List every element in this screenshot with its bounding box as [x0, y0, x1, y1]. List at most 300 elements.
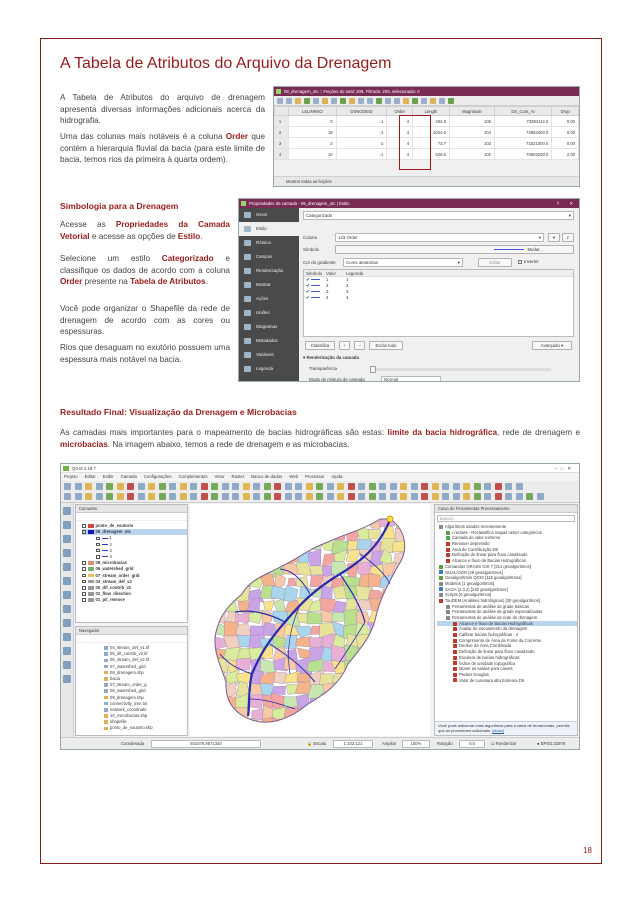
- cell[interactable]: 2: [289, 138, 337, 149]
- magnifier-field[interactable]: 100%: [402, 740, 430, 748]
- scale-label-group: 🔒 Escala: [307, 741, 326, 746]
- cell[interactable]: 102: [449, 149, 494, 160]
- microbasin-cell: [249, 525, 262, 540]
- add-category-button[interactable]: +: [339, 341, 350, 350]
- add-spatialite-icon[interactable]: [63, 605, 71, 613]
- add-raster-icon[interactable]: [63, 521, 71, 529]
- toolbar-button-icon[interactable]: [337, 493, 344, 500]
- sidebar-item-variables[interactable]: Variáveis: [239, 348, 299, 362]
- menu-raster[interactable]: Raster: [231, 474, 245, 479]
- toolbar-button-icon[interactable]: [64, 483, 71, 490]
- toolbar-button-icon[interactable]: [400, 493, 407, 500]
- microbasin-cell: [271, 686, 285, 695]
- menu-view[interactable]: Exibir: [102, 474, 114, 479]
- layer-rendering-section[interactable]: ▾ Renderização da camada: [303, 355, 359, 360]
- column-select[interactable]: [335, 233, 544, 242]
- toolbar-button-icon[interactable]: [463, 483, 470, 490]
- renderer-select[interactable]: [303, 211, 574, 220]
- row-number[interactable]: 1: [275, 116, 289, 127]
- toolbar-button-icon[interactable]: [442, 493, 449, 500]
- toolbar-button-icon[interactable]: [516, 483, 523, 490]
- toolbar-button-icon[interactable]: [264, 493, 271, 500]
- layer-checkbox[interactable]: [82, 530, 86, 534]
- add-wms-icon[interactable]: [63, 549, 71, 557]
- microbasin-cell: [284, 707, 298, 723]
- toolbox-footer-link[interactable]: [close]: [492, 728, 504, 733]
- column-header[interactable]: Length: [413, 107, 450, 116]
- toolbar-button-icon[interactable]: [327, 483, 334, 490]
- toolbar-button-icon[interactable]: [505, 483, 512, 490]
- result-text: . Na imagem abaixo, temos a rede de drenagem e as microbacias.: [107, 439, 350, 449]
- toolbar-button-icon[interactable]: [274, 483, 281, 490]
- microbasin-cell: [211, 659, 228, 673]
- menu-edit[interactable]: Editar: [84, 474, 96, 479]
- toolbar-button-icon[interactable]: [379, 483, 386, 490]
- toolbar-button-icon[interactable]: [85, 493, 92, 500]
- zoom-icon[interactable]: [412, 98, 418, 104]
- toolbar-button-icon[interactable]: [421, 483, 428, 490]
- remove-category-button[interactable]: −: [354, 341, 365, 350]
- toolbar-button-icon[interactable]: [537, 493, 544, 500]
- toolbar-button-icon[interactable]: [159, 493, 166, 500]
- toolbar-button-icon[interactable]: [516, 493, 523, 500]
- cell[interactable]: 528.6: [413, 149, 450, 160]
- invert-checkbox[interactable]: [518, 259, 539, 264]
- expression-icon[interactable]: [349, 98, 355, 104]
- filter-icon[interactable]: [385, 98, 391, 104]
- new-layer-icon[interactable]: [63, 661, 71, 669]
- pan-icon[interactable]: [403, 98, 409, 104]
- toolbar-button-icon[interactable]: [138, 483, 145, 490]
- symbology-paragraph-2: [60, 253, 230, 288]
- toolbar-button-icon[interactable]: [96, 493, 103, 500]
- toolbar-button-icon[interactable]: [400, 483, 407, 490]
- toolbar-button-icon[interactable]: [390, 483, 397, 490]
- toolbar-button-icon[interactable]: [180, 483, 187, 490]
- render-checkbox[interactable]: ☑ Renderizar: [491, 741, 517, 746]
- column-header[interactable]: DSNODEID: [336, 107, 387, 116]
- style-panel: [301, 211, 576, 381]
- microbasin-cell: [236, 514, 253, 528]
- toolbar-button-icon[interactable]: [432, 493, 439, 500]
- cell[interactable]: 73.7: [413, 138, 450, 149]
- scale-field[interactable]: 1:102.121: [333, 740, 373, 748]
- microbasin-cell: [345, 695, 359, 710]
- layer-item[interactable]: [82, 597, 187, 603]
- microbasin-cell: [203, 623, 212, 637]
- sidebar-item-fields[interactable]: Campos: [239, 250, 299, 264]
- deselect-icon[interactable]: [376, 98, 382, 104]
- toolbar-button-icon[interactable]: [201, 483, 208, 490]
- sidebar-item-general[interactable]: Geral: [239, 208, 299, 222]
- microbasin-cell: [200, 526, 213, 539]
- cell[interactable]: -1: [336, 116, 387, 127]
- window-controls[interactable]: –□✕: [554, 466, 575, 471]
- toolbar-button-icon[interactable]: [169, 483, 176, 490]
- toolbar-button-icon[interactable]: [316, 483, 323, 490]
- toolbar-button-icon[interactable]: [222, 493, 229, 500]
- layer-checkbox[interactable]: [96, 537, 100, 541]
- toolbar-button-icon[interactable]: [442, 483, 449, 490]
- toolbar-button-icon[interactable]: [285, 493, 292, 500]
- sidebar-item-style[interactable]: Estilo: [239, 222, 299, 236]
- toolbar-button-icon[interactable]: [232, 483, 239, 490]
- toolbar-button-icon[interactable]: [243, 483, 250, 490]
- sym-highlight: Order: [60, 277, 83, 287]
- field-calculator-icon[interactable]: [439, 98, 445, 104]
- layer-checkbox[interactable]: [96, 549, 100, 553]
- rotation-field[interactable]: 0,0: [459, 740, 485, 748]
- advanced-button[interactable]: Avançado ▾: [532, 341, 572, 350]
- transparency-slider[interactable]: [371, 368, 551, 371]
- reload-icon[interactable]: [295, 98, 301, 104]
- toolbar-button-icon[interactable]: [337, 483, 344, 490]
- paste-icon[interactable]: [340, 98, 346, 104]
- toolbar-button-icon[interactable]: [358, 483, 365, 490]
- add-csv-icon[interactable]: [63, 563, 71, 571]
- cell[interactable]: -1: [336, 127, 387, 138]
- column-header[interactable]: Magnitude: [449, 107, 494, 116]
- sym-text: e classifique os dados de acordo com a coluna: [60, 254, 230, 275]
- menu-web[interactable]: Web: [289, 474, 299, 479]
- result-highlight: microbacias: [60, 439, 108, 449]
- cut-icon[interactable]: [322, 98, 328, 104]
- toolbar-button-icon[interactable]: [327, 493, 334, 500]
- toolbar-button-icon[interactable]: [180, 493, 187, 500]
- cell[interactable]: 0: [289, 116, 337, 127]
- cell[interactable]: 2.00: [552, 149, 579, 160]
- toolbar-button-icon[interactable]: [348, 483, 355, 490]
- delete-field-icon[interactable]: [430, 98, 436, 104]
- cell[interactable]: 0.00: [552, 116, 579, 127]
- toolbar-button-icon[interactable]: [285, 483, 292, 490]
- cell[interactable]: 104: [449, 127, 494, 138]
- row-number-header: [275, 107, 289, 116]
- sidebar-item-legend[interactable]: Legenda: [239, 362, 299, 376]
- add-vector-icon[interactable]: [63, 507, 71, 515]
- toolbar-button-icon[interactable]: [75, 493, 82, 500]
- cell[interactable]: 4: [387, 138, 413, 149]
- toolbar-button-icon[interactable]: [127, 483, 134, 490]
- microbasin-cell: [260, 514, 274, 530]
- cell[interactable]: 0.00: [552, 138, 579, 149]
- toolbar-button-icon[interactable]: [127, 493, 134, 500]
- toggle-edit-icon[interactable]: [277, 98, 283, 104]
- new-field-icon[interactable]: [421, 98, 427, 104]
- toolbar-button-icon[interactable]: [190, 483, 197, 490]
- toolbar-button-icon[interactable]: [306, 483, 313, 490]
- microbasin-cell: [417, 601, 430, 615]
- layer-name: ponto_de_exutorio: [95, 523, 134, 528]
- delete-icon[interactable]: [313, 98, 319, 104]
- toolbar-button-icon[interactable]: [369, 493, 376, 500]
- sidebar-item-joins[interactable]: Uniões: [239, 306, 299, 320]
- toolbar-button-icon[interactable]: [138, 493, 145, 500]
- microbasin-cell: [319, 722, 335, 731]
- blend-mode-label: Modo de mistura de camada: [309, 377, 365, 382]
- expression-button[interactable]: ε: [562, 233, 574, 242]
- cell[interactable]: 71521000.0: [495, 138, 552, 149]
- cell[interactable]: 70603200.0: [495, 149, 552, 160]
- toolbar-button-icon[interactable]: [348, 493, 355, 500]
- browser-list: [76, 643, 187, 732]
- toolbar-button-icon[interactable]: [253, 483, 260, 490]
- sym-highlight: Estilo: [177, 231, 201, 241]
- edit-ramp-button[interactable]: Editar: [478, 258, 512, 267]
- select-all-icon[interactable]: [358, 98, 364, 104]
- microbasin-cell: [392, 683, 407, 695]
- microbasin-cell: [407, 730, 418, 736]
- microbasin-cell: [272, 504, 288, 517]
- toolbar-button-icon[interactable]: [390, 493, 397, 500]
- column-header[interactable]: DS_Cont_Ar: [495, 107, 552, 116]
- column-dropdown-button[interactable]: ▾: [548, 233, 560, 242]
- toolbar-button-icon[interactable]: [96, 483, 103, 490]
- layer-checkbox[interactable]: [82, 561, 86, 565]
- toolbar-button-icon[interactable]: [148, 483, 155, 490]
- toolbar-button-icon[interactable]: [159, 483, 166, 490]
- cell[interactable]: 10: [289, 149, 337, 160]
- toolbar-button-icon[interactable]: [106, 493, 113, 500]
- toolbar-button-icon[interactable]: [264, 483, 271, 490]
- microbasin-cell: [253, 539, 261, 553]
- sidebar-item-diagrams[interactable]: Diagramas: [239, 320, 299, 334]
- toolbar-button-icon[interactable]: [463, 493, 470, 500]
- delete-all-button[interactable]: Exclui tudo: [369, 341, 403, 350]
- layer-checkbox[interactable]: [82, 524, 86, 528]
- transparency-label: Transparência: [309, 366, 337, 371]
- symbol-preview: [494, 249, 524, 250]
- toolbox-item-label: SAGA (2.3.2) [240 geoalgoritmos]: [445, 586, 508, 592]
- toolbar-button-icon[interactable]: [379, 493, 386, 500]
- toolbar-button-icon[interactable]: [232, 493, 239, 500]
- help-icon[interactable]: ?: [556, 201, 559, 206]
- microbasin-cell: [404, 718, 419, 733]
- toolbar-button-icon[interactable]: [274, 493, 281, 500]
- layer-name: 02_flow_direction: [95, 591, 131, 597]
- column-header[interactable]: LSLINKNO: [289, 107, 337, 116]
- add-db-icon[interactable]: [63, 535, 71, 543]
- toolbar-button-icon[interactable]: [474, 493, 481, 500]
- row-number[interactable]: 2: [275, 127, 289, 138]
- algorithm-icon: [453, 644, 457, 648]
- file-icon: [104, 652, 108, 656]
- toolbar-button-icon[interactable]: [369, 483, 376, 490]
- cell[interactable]: 105: [449, 116, 494, 127]
- microbasin-cell: [285, 717, 299, 734]
- sidebar-item-actions[interactable]: Ações: [239, 292, 299, 306]
- toolbar-button-icon[interactable]: [117, 493, 124, 500]
- slider-handle[interactable]: [370, 366, 376, 373]
- toolbar-button-icon[interactable]: [295, 483, 302, 490]
- layer-symbol-icon: [88, 574, 94, 578]
- blend-mode-select[interactable]: [381, 376, 441, 382]
- cell[interactable]: 1024.6: [413, 127, 450, 138]
- toolbar-button-icon[interactable]: [64, 493, 71, 500]
- add-wfs-icon[interactable]: [63, 577, 71, 585]
- algorithm-icon: [446, 553, 450, 557]
- show-all-features-button[interactable]: Mostrar todas as feições: [286, 179, 332, 184]
- menu-help[interactable]: Ajuda: [331, 474, 343, 479]
- category-value: 4: [326, 295, 329, 300]
- chevron-down-icon: ▾: [457, 260, 460, 265]
- file-icon: [104, 665, 108, 669]
- cell[interactable]: 4: [387, 149, 413, 160]
- toolbar-button-icon[interactable]: [316, 493, 323, 500]
- crs-label: EPSG:31979: [540, 741, 566, 746]
- toolbar-button-icon[interactable]: [474, 483, 481, 490]
- menu-processing[interactable]: Processar: [305, 474, 325, 479]
- cell[interactable]: 4: [387, 127, 413, 138]
- microbasin-cell: [310, 588, 322, 597]
- toolbar-button-icon[interactable]: [75, 483, 82, 490]
- cell[interactable]: 492.8: [413, 116, 450, 127]
- layer-checkbox[interactable]: [82, 592, 86, 596]
- toolbar-button-icon[interactable]: [201, 493, 208, 500]
- close-icon[interactable]: ✕: [569, 201, 573, 206]
- microbasin-cell: [225, 514, 239, 528]
- layer-checkbox[interactable]: [82, 586, 86, 590]
- color-ramp-select[interactable]: [343, 258, 463, 267]
- toolbar-button-icon[interactable]: [85, 483, 92, 490]
- microbasin-cell: [272, 731, 286, 736]
- toolbar-button-icon[interactable]: [505, 493, 512, 500]
- toolbar-button-icon[interactable]: [411, 483, 418, 490]
- browser-item-label: 07_stream_order_g: [110, 682, 147, 688]
- virtual-layer-icon[interactable]: [63, 675, 71, 683]
- conditional-format-icon[interactable]: [448, 98, 454, 104]
- toolbar-button-icon[interactable]: [453, 483, 460, 490]
- crs-button[interactable]: ● EPSG:31979: [537, 741, 566, 746]
- add-oracle-icon[interactable]: [63, 633, 71, 641]
- add-db2-icon[interactable]: [63, 647, 71, 655]
- toolbar-button-icon[interactable]: [411, 493, 418, 500]
- toolbar-button-icon[interactable]: [526, 493, 533, 500]
- row-number[interactable]: 3: [275, 138, 289, 149]
- sidebar-item-metadata[interactable]: Metadados: [239, 334, 299, 348]
- menu-project[interactable]: Projeto: [64, 474, 78, 479]
- toolbar-button-icon[interactable]: [306, 493, 313, 500]
- add-wcs-icon[interactable]: [63, 591, 71, 599]
- cell[interactable]: 19: [289, 127, 337, 138]
- move-top-icon[interactable]: [394, 98, 400, 104]
- microbasin-cell: [415, 719, 430, 735]
- menu-plugins[interactable]: Complementos: [178, 474, 208, 479]
- toolbar-button-icon[interactable]: [495, 483, 502, 490]
- layer-checkbox[interactable]: [82, 567, 86, 571]
- microbasin-cell: [271, 515, 285, 529]
- column-header[interactable]: Order: [387, 107, 413, 116]
- layer-checkbox[interactable]: [96, 555, 100, 559]
- copy-icon[interactable]: [331, 98, 337, 104]
- menu-layer[interactable]: Camada: [120, 474, 137, 479]
- toolbar-button-icon[interactable]: [169, 493, 176, 500]
- coordinate-field[interactable]: 501076,8671340: [151, 740, 261, 748]
- microbasin-cell: [295, 626, 313, 638]
- browser-item[interactable]: [104, 725, 187, 731]
- algorithm-icon: [446, 548, 450, 552]
- cell[interactable]: 73384112.0: [495, 116, 552, 127]
- microbasin-cell: [395, 646, 408, 659]
- toolbar-button-icon[interactable]: [253, 493, 260, 500]
- toolbar-button-icon[interactable]: [432, 483, 439, 490]
- map-canvas[interactable]: [190, 504, 430, 736]
- column-header[interactable]: Drop: [552, 107, 579, 116]
- toolbar-button-icon[interactable]: [117, 483, 124, 490]
- toolbar-button-icon[interactable]: [211, 493, 218, 500]
- color-ramp-label: Cor do gradiente: [303, 260, 336, 265]
- microbasin-cell: [415, 648, 430, 660]
- cell[interactable]: 72883400.0: [495, 127, 552, 138]
- toolbar-button-icon[interactable]: [421, 493, 428, 500]
- toolbar-button-icon[interactable]: [484, 483, 491, 490]
- toolbar-button-icon[interactable]: [495, 493, 502, 500]
- toolbar-button-icon[interactable]: [243, 493, 250, 500]
- toolbox-item-label: Índice de umidade topográfica: [459, 660, 516, 666]
- toolbox-item-label: Definição de linear para fluxo canalizado: [452, 552, 528, 558]
- change-symbol-button[interactable]: [335, 245, 574, 254]
- toolbar-button-icon[interactable]: [484, 493, 491, 500]
- microbasin-cell: [225, 573, 236, 591]
- categories-list: [303, 269, 574, 337]
- cell[interactable]: 0.00: [552, 127, 579, 138]
- add-feature-icon[interactable]: [304, 98, 310, 104]
- file-icon: [104, 727, 108, 731]
- category-row[interactable]: [304, 295, 573, 301]
- toolbar-button-icon[interactable]: [358, 493, 365, 500]
- row-number[interactable]: 4: [275, 149, 289, 160]
- toolbar-button-icon[interactable]: [453, 493, 460, 500]
- cell[interactable]: -1: [336, 149, 387, 160]
- menu-settings[interactable]: Configurações: [143, 474, 172, 479]
- toolbar-button-icon[interactable]: [148, 493, 155, 500]
- menu-database[interactable]: Banco de dados: [251, 474, 283, 479]
- toolbar-button-icon[interactable]: [211, 483, 218, 490]
- cell[interactable]: -1: [336, 138, 387, 149]
- sym-text: e acesse as opções de: [89, 231, 178, 241]
- sidebar-item-rendering[interactable]: Renderização: [239, 264, 299, 278]
- add-mssql-icon[interactable]: [63, 619, 71, 627]
- result-highlight: limite da bacia hidrográfica: [387, 428, 498, 437]
- toolbox-item[interactable]: [437, 678, 577, 684]
- microbasin-cell: [370, 649, 383, 658]
- toolbar-button-icon[interactable]: [222, 483, 229, 490]
- save-icon[interactable]: [286, 98, 292, 104]
- cell[interactable]: 103: [449, 138, 494, 149]
- layer-checkbox[interactable]: [82, 598, 86, 602]
- toolbar-button-icon[interactable]: [295, 493, 302, 500]
- invert-selection-icon[interactable]: [367, 98, 373, 104]
- microbasin-cell: [310, 697, 323, 708]
- layer-checkbox[interactable]: [82, 580, 86, 584]
- menu-vector[interactable]: Vetor: [214, 474, 225, 479]
- sidebar-item-display[interactable]: Mostrar: [239, 278, 299, 292]
- layer-name: 4: [109, 553, 112, 559]
- layer-checkbox[interactable]: [96, 543, 100, 547]
- classify-button[interactable]: Classifica: [305, 341, 335, 350]
- toolbar-button-icon[interactable]: [106, 483, 113, 490]
- sidebar-item-labels[interactable]: Rótulos: [239, 236, 299, 250]
- toolbar-button-icon[interactable]: [190, 493, 197, 500]
- microbasin-cell: [381, 669, 395, 684]
- file-icon: [104, 671, 108, 675]
- cell[interactable]: 4: [387, 116, 413, 127]
- toolbox-search-input[interactable]: Buscar...: [437, 515, 575, 522]
- layer-checkbox[interactable]: [82, 574, 86, 578]
- microbasin-cell: [215, 514, 225, 528]
- toolbox-item-label: Scripts [0 geoalgoritmos]: [445, 592, 492, 598]
- symbol-label: Símbolo: [303, 247, 320, 252]
